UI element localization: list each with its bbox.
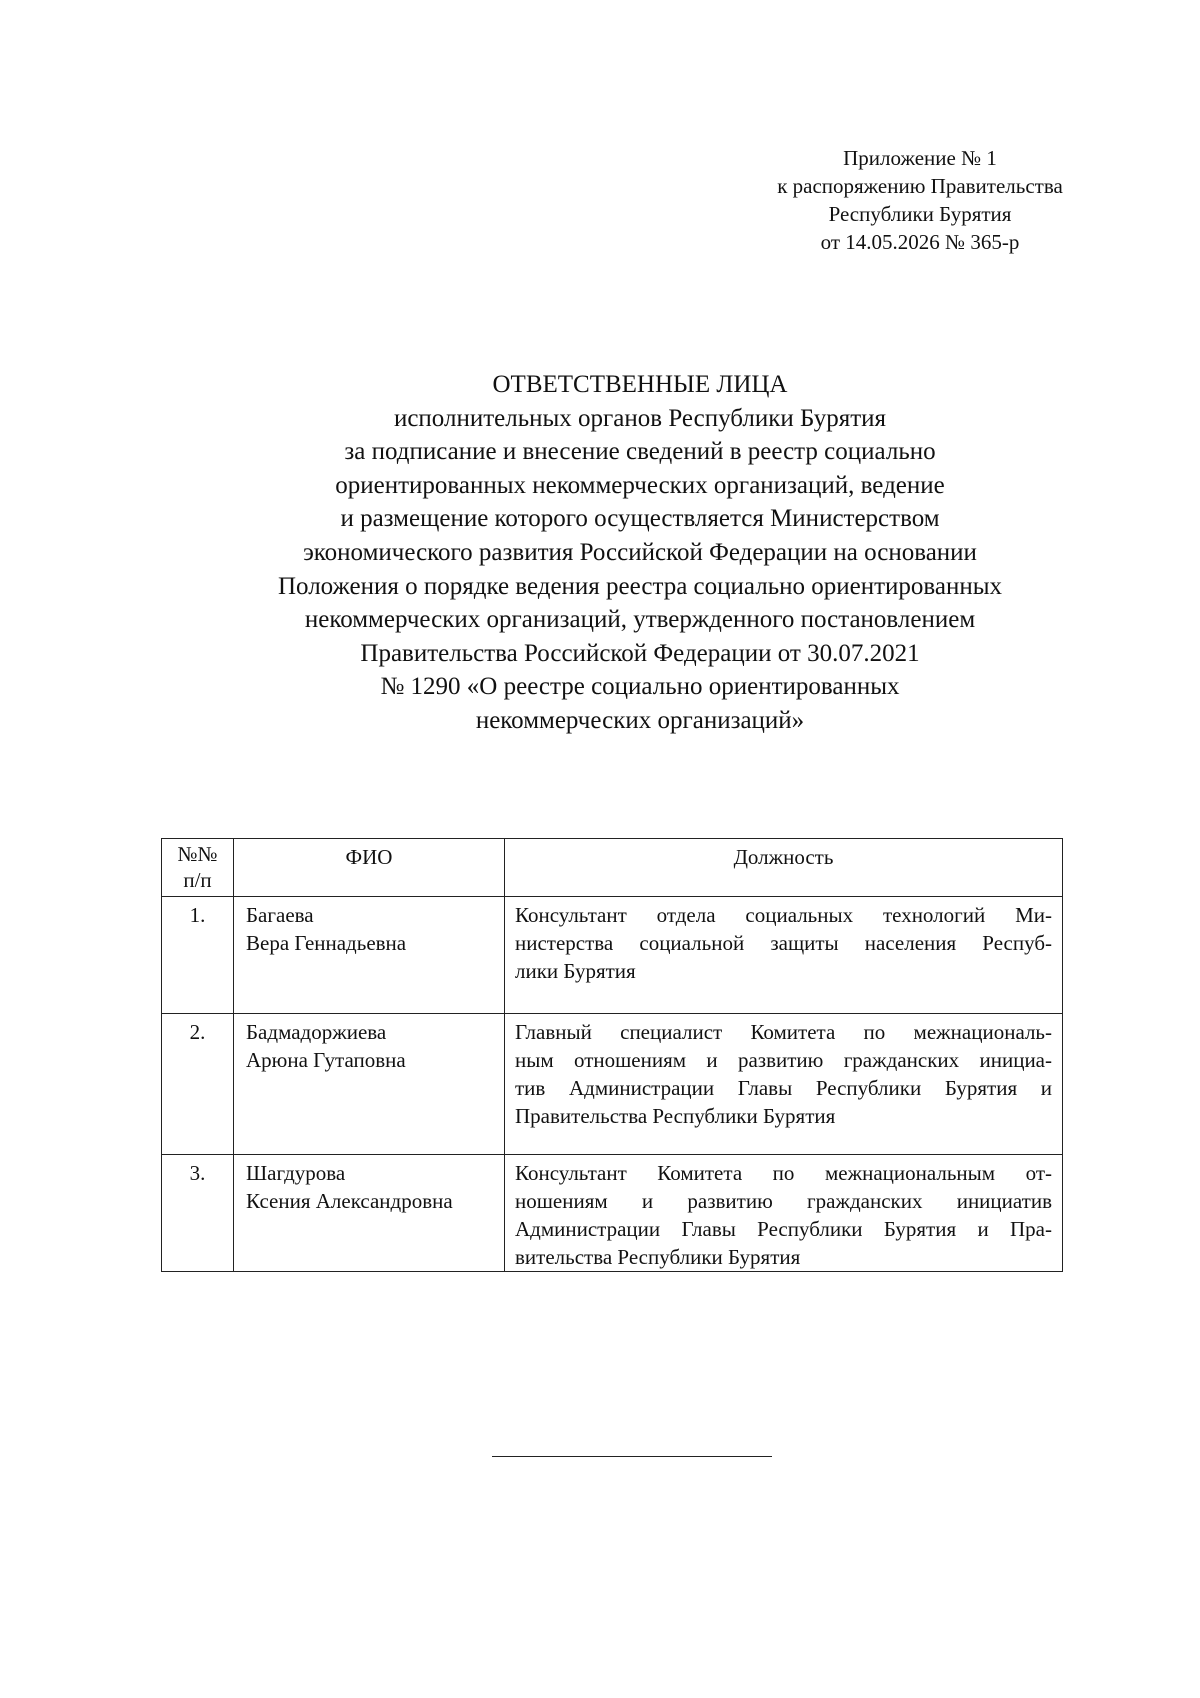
end-divider (492, 1456, 772, 1457)
row-position (505, 1014, 1063, 1155)
name-line: Ксения Александровна (246, 1189, 453, 1213)
title-line: № 1290 «О реестре социально ориентированных (380, 673, 900, 701)
position-line: Администрации Главы Республики Бурятия и Пра- (515, 1217, 1052, 1241)
row-position (505, 1155, 1063, 1272)
position-line: Правительства Республики Бурятия (515, 1104, 836, 1128)
position-line: нистерства социальной защиты населения Респуб- (515, 931, 1052, 955)
appendix-line: Приложение № 1 (843, 146, 997, 170)
row-number: 3. (162, 1155, 234, 1272)
table-row (162, 1155, 1063, 1272)
position-line: вительства Республики Бурятия (515, 1245, 801, 1269)
title-line: экономического развития Российской Федерации на основании (303, 538, 977, 566)
name-line: Бадмадоржиева (246, 1020, 387, 1044)
position-line: лики Бурятия (515, 959, 636, 983)
title-line: ОТВЕТСТВЕННЫЕ ЛИЦА (492, 371, 788, 398)
row-name (234, 1155, 505, 1272)
name-line: Шагдурова (246, 1161, 346, 1185)
title-line: некоммерческих организаций» (475, 706, 805, 734)
title-line: исполнительных органов Республики Бурятия (393, 404, 887, 432)
name-line: Багаева (246, 903, 314, 927)
position-line: ношениям и развитию гражданских инициатив (515, 1189, 1052, 1213)
row-number: 2. (162, 1014, 234, 1155)
appendix-line: к распоряжению Правительства (777, 174, 1063, 198)
position-line: тив Администрации Главы Республики Бурятия и (515, 1076, 1052, 1100)
header-name: ФИО (234, 839, 505, 897)
title-line: некоммерческих организаций, утвержденного постановлением (304, 606, 976, 634)
title-line: и размещение которого осуществляется Министерством (340, 505, 940, 533)
row-name (234, 1014, 505, 1155)
header-number (162, 839, 234, 897)
table-row (162, 1014, 1063, 1155)
header-number-line: №№ (177, 842, 218, 866)
position-line: Консультант Комитета по межнациональным от- (515, 1161, 1052, 1185)
table-header-row (162, 839, 1063, 897)
position-line: Главный специалист Комитета по межнациональ- (515, 1020, 1052, 1044)
document-title (120, 368, 1160, 738)
name-line: Арюна Гутаповна (246, 1048, 406, 1072)
row-number: 1. (162, 897, 234, 1014)
name-line: Вера Геннадьевна (246, 931, 407, 955)
header-position: Должность (505, 839, 1063, 897)
position-line: ным отношениям и развитию гражданских инициа- (515, 1048, 1052, 1072)
position-line: Консультант отдела социальных технологий Ми- (515, 903, 1052, 927)
title-line: ориентированных некоммерческих организаций, ведение (335, 471, 945, 499)
row-position (505, 897, 1063, 1014)
appendix-line: Республики Бурятия (828, 202, 1012, 226)
appendix-line: от 14.05.2026 № 365-р (820, 230, 1020, 254)
title-line: Положения о порядке ведения реестра социально ориентированных (277, 572, 1003, 600)
table-row (162, 897, 1063, 1014)
appendix-block (740, 144, 1100, 256)
title-line: за подписание и внесение сведений в реестр социально (344, 438, 936, 466)
header-number-line: п/п (183, 868, 212, 892)
responsible-persons-table (161, 838, 1063, 1272)
title-line: Правительства Российской Федерации от 30.07.2021 (360, 639, 920, 667)
row-name (234, 897, 505, 1014)
